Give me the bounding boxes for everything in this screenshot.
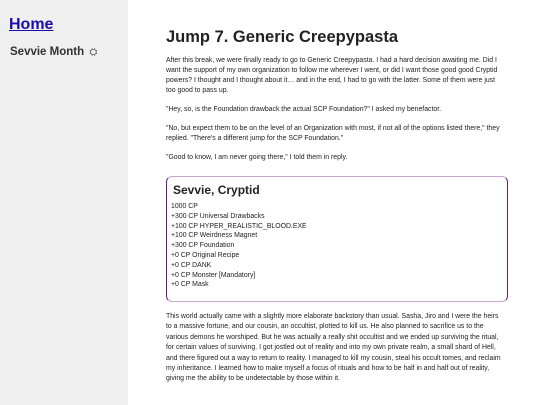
cp-line: 1000 CP <box>171 203 198 210</box>
story-paragraph: After this break, we were finally ready to go to Generic Creepypasta. I had a hard decision awaiting me. Did I want the support of my own organization to follow me wherever I went, or did I want those good good Cryptid powers? I thought and I thought about it… and in the end, I had to go with the latter. Some of them were just too good to pass up. <box>166 57 498 94</box>
cp-line: +0 CP Original Recipe <box>171 251 240 259</box>
build-box[interactable] <box>166 176 508 302</box>
story-paragraph: "No, but expect them to be on the level of an Organization with most, if not all of the options listed there," they replied. "There's a different jump for the SCP Foundation." <box>166 125 500 142</box>
story-paragraph: "Hey, so, is the Foundation drawback the actual SCP Foundation?" I asked my benefactor. <box>166 106 442 113</box>
cp-line: +0 CP DANK <box>171 261 212 269</box>
cp-line: +300 CP Universal Drawbacks <box>171 212 265 220</box>
main-content <box>166 28 506 163</box>
cp-line: +300 CP Foundation <box>171 242 235 250</box>
cp-line: +0 CP Mask <box>171 281 209 289</box>
story-paragraph: This world actually came with a slightly more elaborate backstory than usual. Sasha, Jiro and I were the heirs to a massive fortune, and our cousin, an occultist, plotted to kill us. He also planned to sacrifice us to the various demons he worshiped. But he was actually a really shit occultist and we ended up surviving the ritual, for certain values of surviving. I got jostled out of reality and into my own private realm, a small shard of Hell, and there figured out a way to return to reality. I managed to kill my cousin, steal his occult tomes, and reclaim my inheritance. I learned how to make myself a focus of rituals and how to be half in and half out of reality, giving me the ability to be undetectable by those within it. <box>166 313 501 383</box>
sidebar-item-label: Sevvie Month <box>10 46 85 58</box>
build-title: Sevvie, Cryptid <box>173 183 260 197</box>
home-link[interactable]: Home <box>9 16 54 33</box>
sidebar-item-sevvie-month[interactable] <box>10 46 97 58</box>
sidebar <box>0 0 128 405</box>
page-title: Jump 7. Generic Creepypasta <box>166 28 399 46</box>
cp-line: +0 CP Monster [Mandatory] <box>171 271 256 279</box>
story-paragraph: "Good to know, I am never going there," I told them in reply. <box>166 154 348 161</box>
gear-icon: ⛭ <box>89 47 98 58</box>
cp-line: +100 CP HYPER_REALISTIC_BLOOD.EXE <box>171 222 307 230</box>
cp-line: +100 CP Weirdness Magnet <box>171 232 258 240</box>
